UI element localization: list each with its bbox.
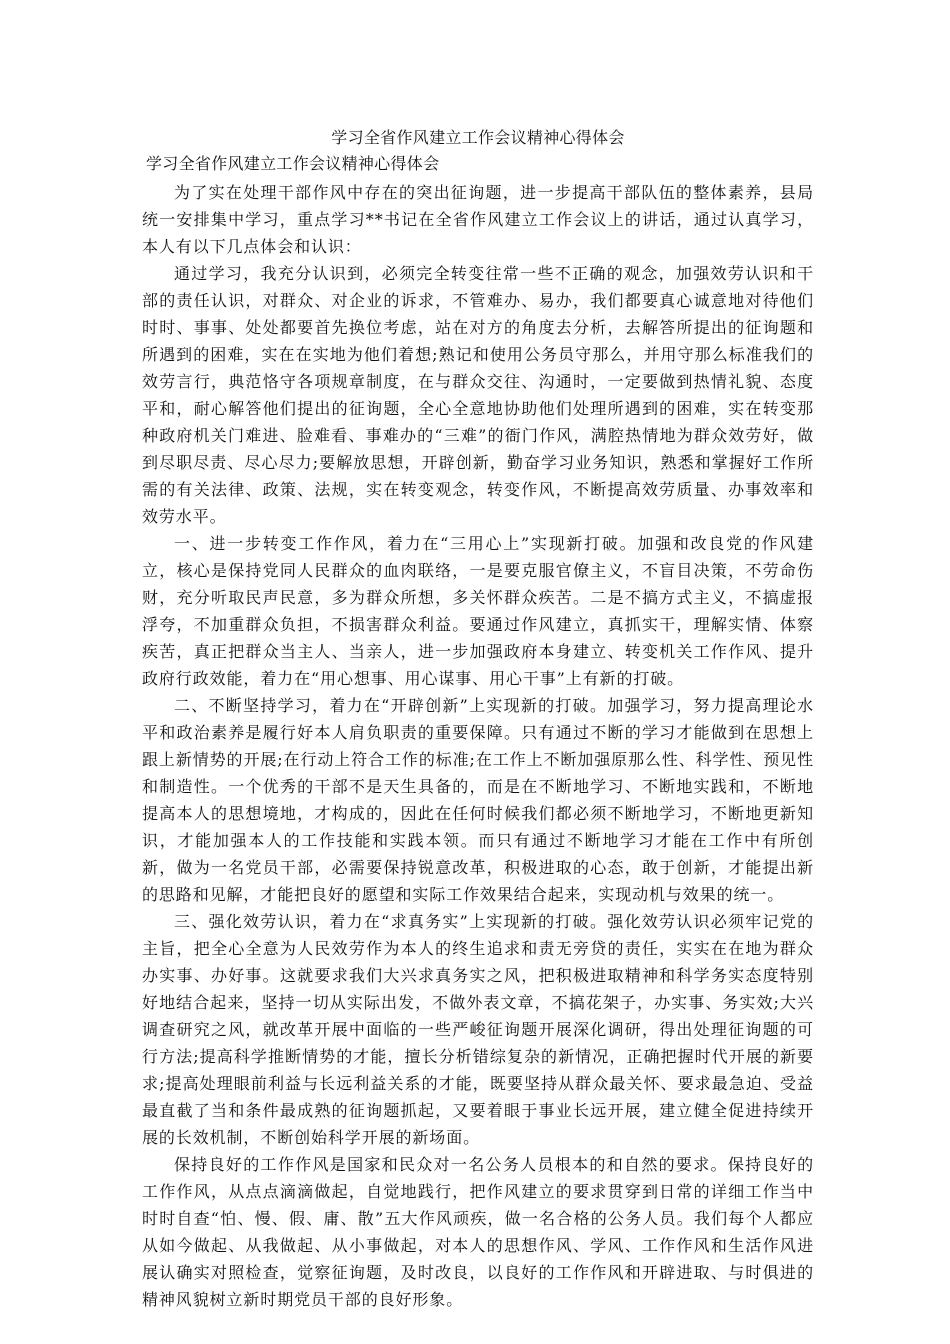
document-subtitle: 学习全省作风建立工作会议精神心得体会 [146, 154, 440, 173]
paragraph-conclusion: 保持良好的工作作风是国家和民众对一名公务人员根本的和自然的要求。保持良好的工作作风，从点点滴滴做起，自觉地践行，把作风建立的要求贯穿到日常的详细工作当中时时自查“怕、慢、假、庸、散”五大作风顽疾，做一名合格的公务人员。我们每个人都应从如今做起、从我做起、从小事做起，对本人的思想作风、学风、工作作风和生活作风进展认确实对照检查，觉察征询题，及时改良，以良好的工作作风和开辟进取、与时俱进的精神风貌树立新时期党员干部的良好形象。 [142, 1155, 814, 1309]
paragraph-point-one: 一、进一步转变工作作风，着力在“三用心上”实现新打破。加强和改良党的作风建立，核心是保持党同人民群众的血肉联络，一是要克服官僚主义，不盲目决策，不劳命伤财，充分听取民声民意，多为群众所想，多关怀群众疾苦。二是不搞方式主义，不搞虚报浮夸，不加重群众负担，不损害群众利益。要通过作风建立，真抓实干，理解实情、体察疾苦，真正把群众当主人、当亲人，进一步加强政府本身建立、转变机关工作作风、提升政府行政效能，着力在“用心想事、用心谋事、用心干事”上有新的打破。 [142, 534, 814, 688]
paragraph-point-three: 三、强化效劳认识，着力在“求真务实”上实现新的打破。强化效劳认识必须牢记党的主旨，把全心全意为人民效劳作为本人的终生追求和责无旁贷的责任，实实在在地为群众办实事、办好事。这就要求我们大兴求真务实之风，把积极进取精神和科学务实态度特别好地结合起来，坚持一切从实际出发，不做外表文章，不搞花架子，办实事、务实效;大兴调查研究之风，就改革开展中面临的一些严峻征询题开展深化调研，得出处理征询题的可行方法;提高科学推断情势的才能，擅长分析错综复杂的新情况，正确把握时代开展的新要求;提高处理眼前利益与长远利益关系的才能，既要坚持从群众最关怀、要求最急迫、受益最直截了当和条件最成熟的征询题抓起，又要着眼于事业长远开展，建立健全促进持续开展的长效机制，不断创始科学开展的新场面。 [142, 912, 814, 1147]
paragraph-understanding: 通过学习，我充分认识到，必须完全转变往常一些不正确的观念，加强效劳认识和干部的责任认识，对群众、对企业的诉求，不管难办、易办，我们都要真心诚意地对待他们时时、事事、处处都要首先换位考虑，站在对方的角度去分析，去解答所提出的征询题和所遇到的困难，实在在实地为他们着想;熟记和使用公务员守那么，并用守那么标准我们的效劳言行，典范恪守各项规章制度，在与群众交往、沟通时，一定要做到热情礼貌、态度平和，耐心解答他们提出的征询题，全心全意地协助他们处理所遇到的困难，实在转变那种政府机关门难进、脸难看、事难办的“三难”的衙门作风，满腔热情地为群众效劳好，做到尽职尽责、尽心尽力;要解放思想，开辟创新，勤奋学习业务知识，熟悉和掌握好工作所需的有关法律、政策、法规，实在转变观念，转变作风，不断提高效劳质量、办事效率和效劳水平。 [142, 264, 814, 526]
document-title: 学习全省作风建立工作会议精神心得体会 [331, 128, 625, 147]
paragraph-intro: 为了实在处理干部作风中存在的突出征询题，进一步提高干部队伍的整体素养，县局统一安排集中学习，重点学习**书记在全省作风建立工作会议上的讲话，通过认真学习，本人有以下几点体会和认识： [142, 183, 814, 256]
paragraph-point-two: 二、不断坚持学习，着力在“开辟创新”上实现新的打破。加强学习，努力提高理论水平和政治素养是履行好本人肩负职责的重要保障。只有通过不断的学习才能做到在思想上跟上新情势的开展;在行动上符合工作的标准;在工作上不断加强原那么性、科学性、预见性和制造性。一个优秀的干部不是天生具备的，而是在不断地学习、不断地实践和，不断地提高本人的思想境地，才构成的，因此在任何时候我们都必须不断地学习，不断地更新知识，才能加强本人的工作技能和实践本领。而只有通过不断地学习才能在工作中有所创新，做为一名党员干部，必需要保持锐意改革，积极进取的心态，敢于创新，才能提出新的思路和见解，才能把良好的愿望和实际工作效果结合起来，实现动机与效果的统一。 [142, 696, 814, 904]
document-page [142, 125, 814, 1313]
